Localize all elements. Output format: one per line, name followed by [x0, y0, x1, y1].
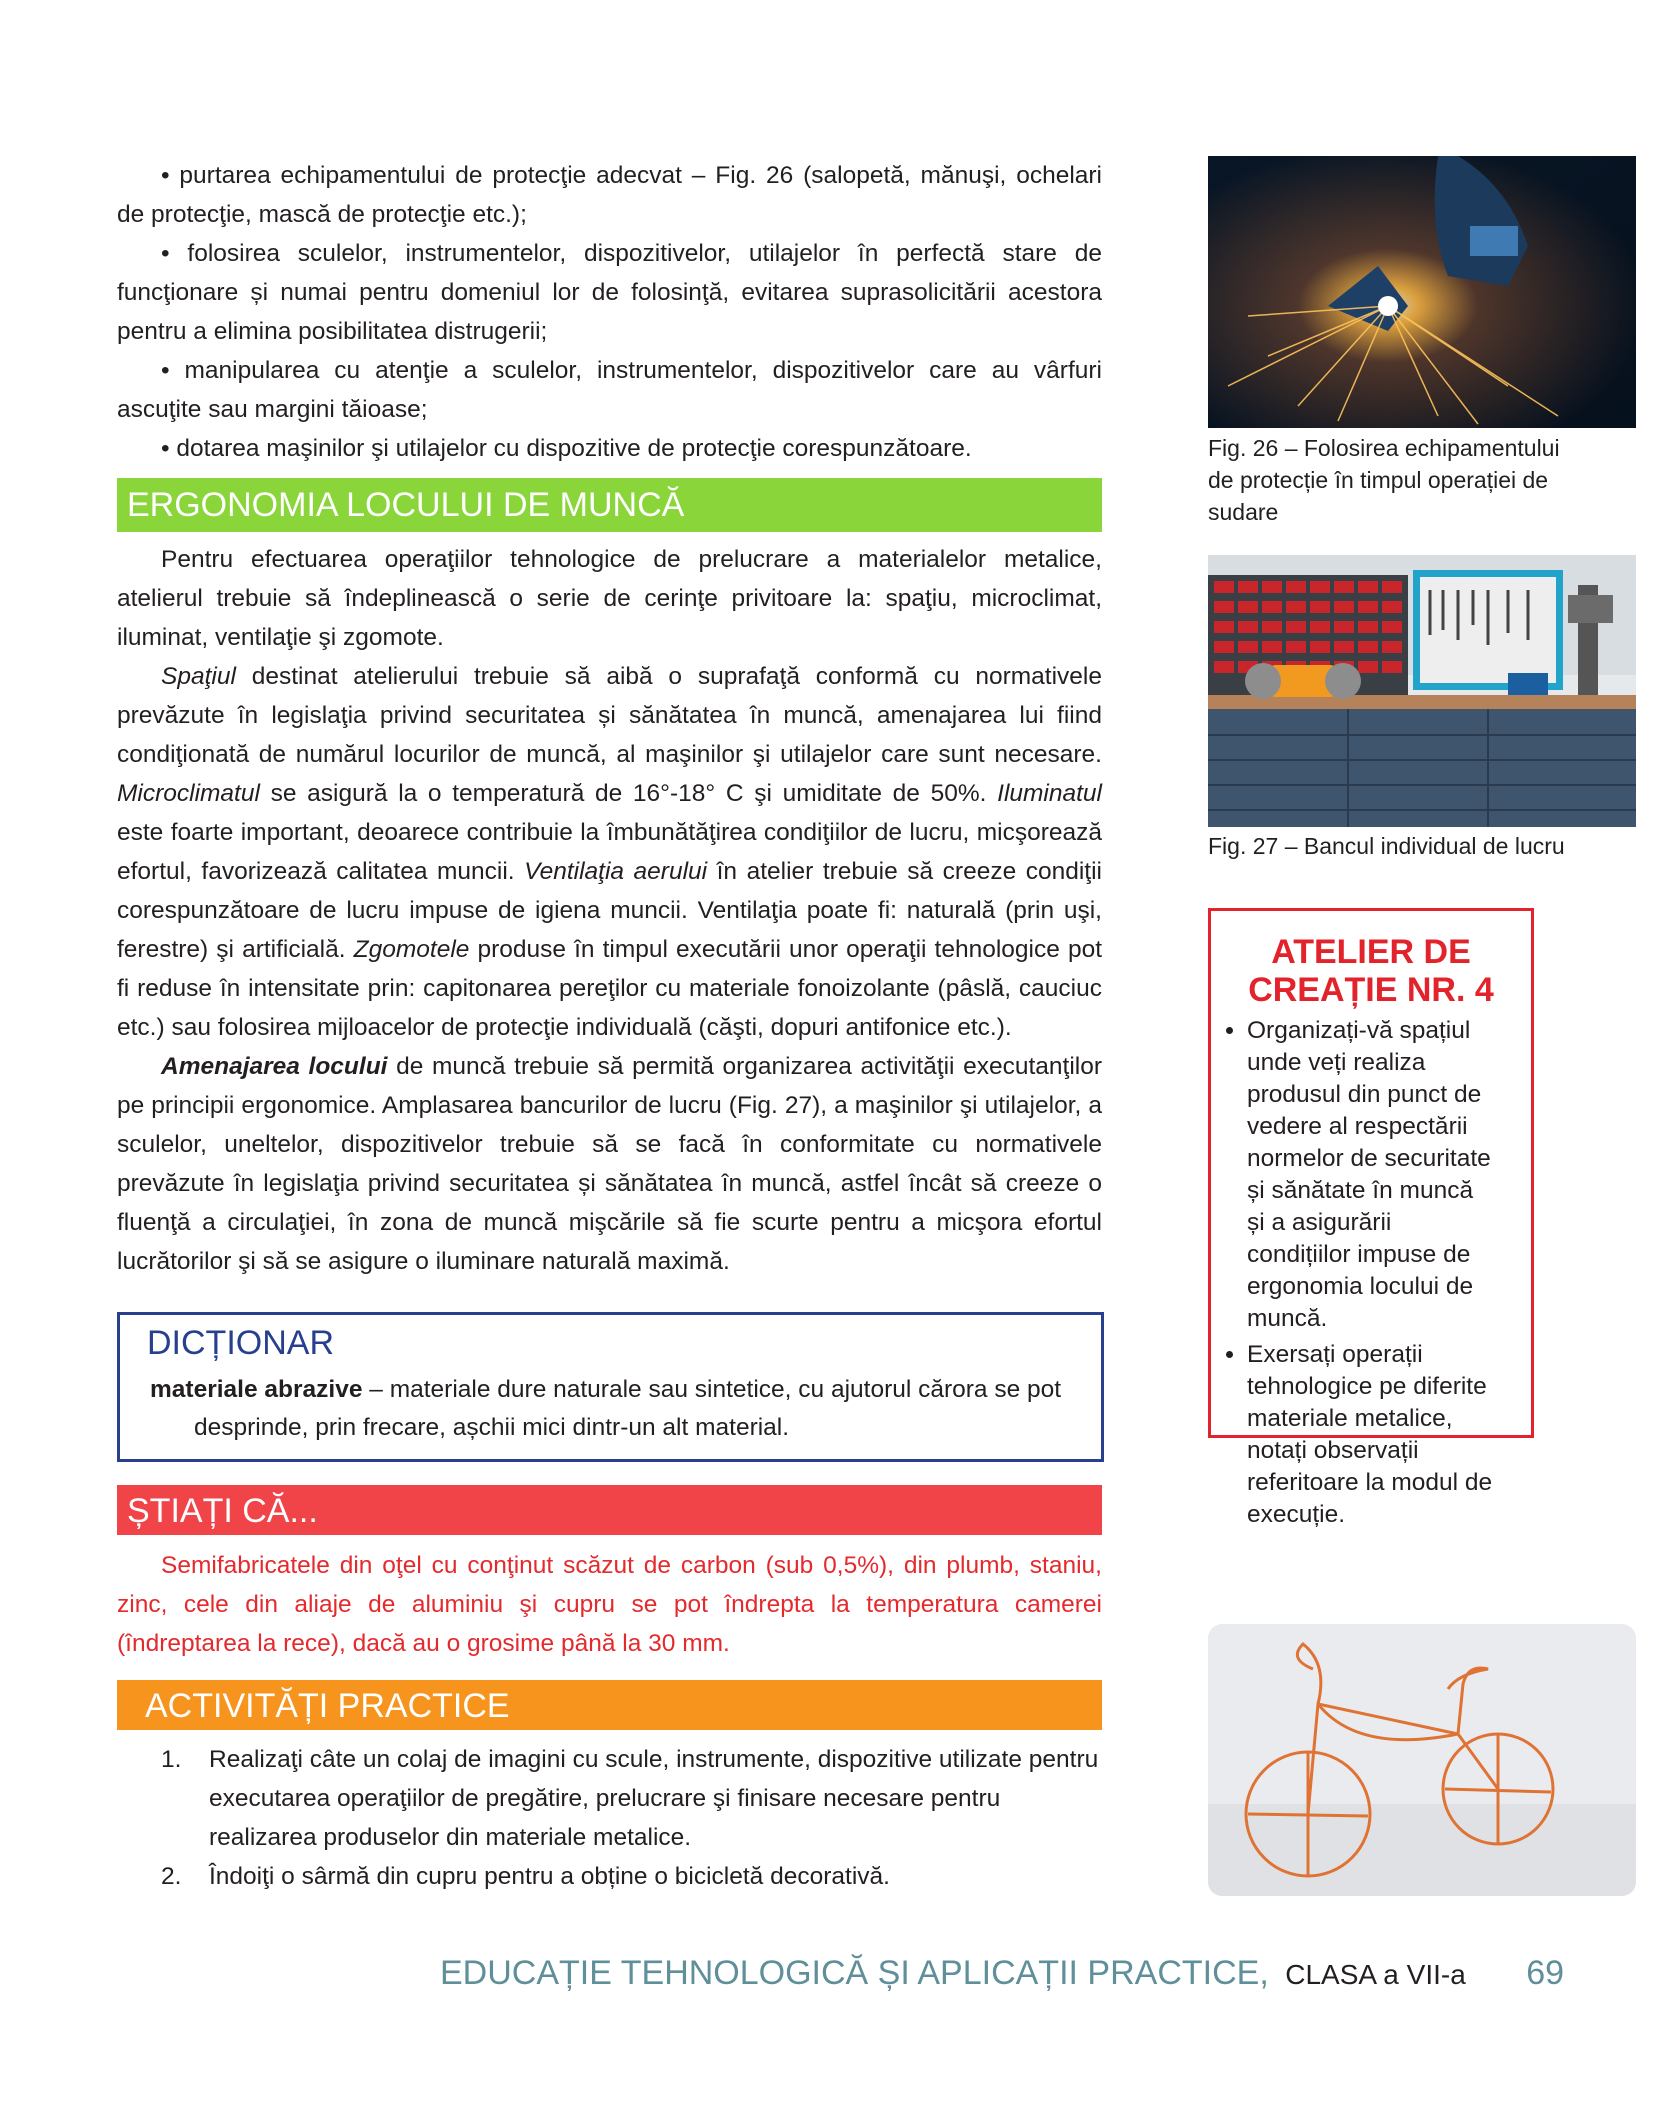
dictionary-title: DICȚIONAR: [147, 1324, 334, 1362]
term-ventilatia: Ventilaţia aerului: [524, 858, 708, 885]
atelier-box: [1208, 908, 1534, 1528]
bullet-item: • dotarea maşinilor şi utilajelor cu dispozitive de protecţie corespunzătoare.: [161, 435, 972, 462]
dictionary-box: [117, 1312, 1104, 1462]
ilum-text: este foarte important, deoarece contribuie la îmbunătăţirea condiţiilor de lucru, micşorează efortul, favorizează calitatea muncii.: [117, 819, 1102, 885]
vent-text: în atelier trebuie să creeze condiţii corespunzătoare de lucru impuse de igiena muncii. Ventilaţia poate fi: naturală (prin uşi, ferestre) şi artificială.: [117, 858, 1102, 963]
ergonomia-text: [117, 540, 1102, 1281]
amenaj-text: de muncă trebuie să permită organizarea activităţii executanţilor pe principii ergonomice. Amplasarea bancurilor de lucru (Fig. 27), a maşinilor şi utilajelor, a sculelor, uneltelor, dispozitivelor trebuie să se facă în conformitate cu normativele prevăzute în legislaţia privind securitatea și sănătatea în muncă, astfel încât să creeze o fluenţă a circulaţiei, în zona de muncă mişcările să fie scurte pentru a micşora efortul lucrătorilor şi să se asigure o iluminare naturală maximă.: [117, 1053, 1102, 1275]
wire-bicycle-photo: [1208, 1624, 1636, 1896]
stiati-text: [117, 1546, 1102, 1663]
bullet-item: • manipularea cu atenţie a sculelor, instrumentelor, dispozitivelor care au vârfuri ascuţite sau margini tăioase;: [117, 357, 1102, 423]
dictionary-entry: [150, 1371, 1114, 1447]
activitati-list: [117, 1740, 1102, 1896]
fig26-caption: Fig. 26 – Folosirea echipamentului de protecție în timpul operației de sudare: [1208, 435, 1560, 525]
page-number: 69: [1526, 1954, 1565, 1992]
page-footer: [440, 1954, 1565, 2000]
footer-class: CLASA a VII-a: [1285, 1959, 1466, 1990]
ergonomia-intro: Pentru efectuarea operaţiilor tehnologice de prelucrare a materialelor metalice, atelierul trebuie să îndeplinească o serie de cerinţe privitoare la: spaţiu, microclimat, iluminat, ventilaţie şi zgomote.: [117, 546, 1102, 651]
item-number: 2.: [161, 1863, 182, 1890]
workbench-photo: [1208, 555, 1636, 827]
section-header-ergonomia: [117, 478, 1102, 532]
item-text: Îndoiţi o sârmă din cupru pentru a obține o bicicletă decorativă.: [209, 1863, 890, 1890]
dictionary-term: materiale abrazive: [150, 1376, 363, 1403]
fig27-caption: Fig. 27 – Bancul individual de lucru: [1208, 833, 1565, 859]
zgom-text: produse în timpul executării unor operaţii tehnologice pot fi reduse în intensitate prin: capitonarea pereţilor cu materiale fonoizolante (pâslă, cauciuc etc.) sau folosirea mijloacelor de protecţie individuală (căşti, dopuri antifonice etc.).: [117, 936, 1103, 1041]
section-header-activitati: [117, 1680, 1102, 1730]
bullet-item: • purtarea echipamentului de protecţie adecvat – Fig. 26 (salopetă, mănuşi, ochelari de protecţie, mască de protecţie etc.);: [117, 162, 1102, 228]
amenajarea-paragraph: [117, 1047, 1102, 1281]
welding-photo: [1208, 156, 1636, 428]
term-amenajarea: Amenajarea locului: [161, 1053, 388, 1080]
section-title: ACTIVITĂȚI PRACTICE: [145, 1687, 510, 1725]
list-item: [117, 1857, 1102, 1896]
micro-text: se asigură la o temperatură de 16°-18° C şi umiditate de 50%.: [259, 780, 998, 807]
item-number: 1.: [161, 1746, 182, 1773]
spatiul-text: destinat atelierului trebuie să aibă o suprafaţă conformă cu normativele prevăzute în legislaţia privind securitatea și sănătatea în muncă, amenajarea lui fiind condiţionată de numărul locurilor de muncă, al maşinilor şi utilajelor care sunt necesare.: [117, 663, 1102, 768]
stiati-paragraph: Semifabricatele din oţel cu conţinut scăzut de carbon (sub 0,5%), din plumb, staniu, zinc, cele din aliaje de aluminiu şi cupru se pot îndrepta la temperatura camerei (îndreptarea la rece), dacă au o grosime până la 30 mm.: [117, 1552, 1102, 1657]
ergonomia-details: [117, 657, 1102, 1047]
atelier-title-line2: CREAȚIE NR. 4: [1248, 971, 1494, 1009]
section-header-stiati: [117, 1485, 1102, 1535]
footer-book-title: EDUCAȚIE TEHNOLOGICĂ ȘI APLICAȚII PRACTICE,: [440, 1954, 1269, 1992]
term-spatiul: Spaţiul: [161, 663, 236, 690]
section-title: ERGONOMIA LOCULUI DE MUNCĂ: [127, 486, 685, 524]
term-iluminatul: Iluminatul: [997, 780, 1102, 807]
list-item: [117, 1740, 1102, 1857]
atelier-item: • Organizați-vă spațiul unde veți realiza produsul din punct de vedere al respectării normelor de securitate și sănătate în muncă și a asigurării condițiilor impuse de ergonomia locului de muncă.: [1247, 1015, 1497, 1335]
section-title: ȘTIAȚI CĂ...: [127, 1492, 318, 1530]
item-text: Realizaţi câte un colaj de imagini cu scule, instrumente, dispozitive utilizate pentru executarea operaţiilor de pregătire, prelucrare şi finisare necesare pentru realizarea produselor din materiale metalice.: [209, 1746, 1099, 1851]
safety-bullets: [117, 156, 1102, 468]
atelier-title-line1: ATELIER DE: [1271, 933, 1471, 971]
dictionary-definition: – materiale dure naturale sau sintetice, cu ajutorul cărora se pot desprinde, prin frecare, așchii mici dintr-un alt material.: [194, 1376, 1062, 1441]
term-zgomotele: Zgomotele: [353, 936, 470, 963]
bullet-item: • folosirea sculelor, instrumentelor, dispozitivelor, utilajelor în perfectă stare de funcţionare și numai pentru domeniul lor de folosinţă, evitarea suprasolicitării acestora pentru a elimina posibilitatea distrugerii;: [117, 240, 1102, 345]
term-microclimatul: Microclimatul: [117, 780, 260, 807]
atelier-item: • Exersați operații tehnologice pe diferite materiale metalice, notați observații referitoare la modul de execuție.: [1247, 1339, 1497, 1531]
